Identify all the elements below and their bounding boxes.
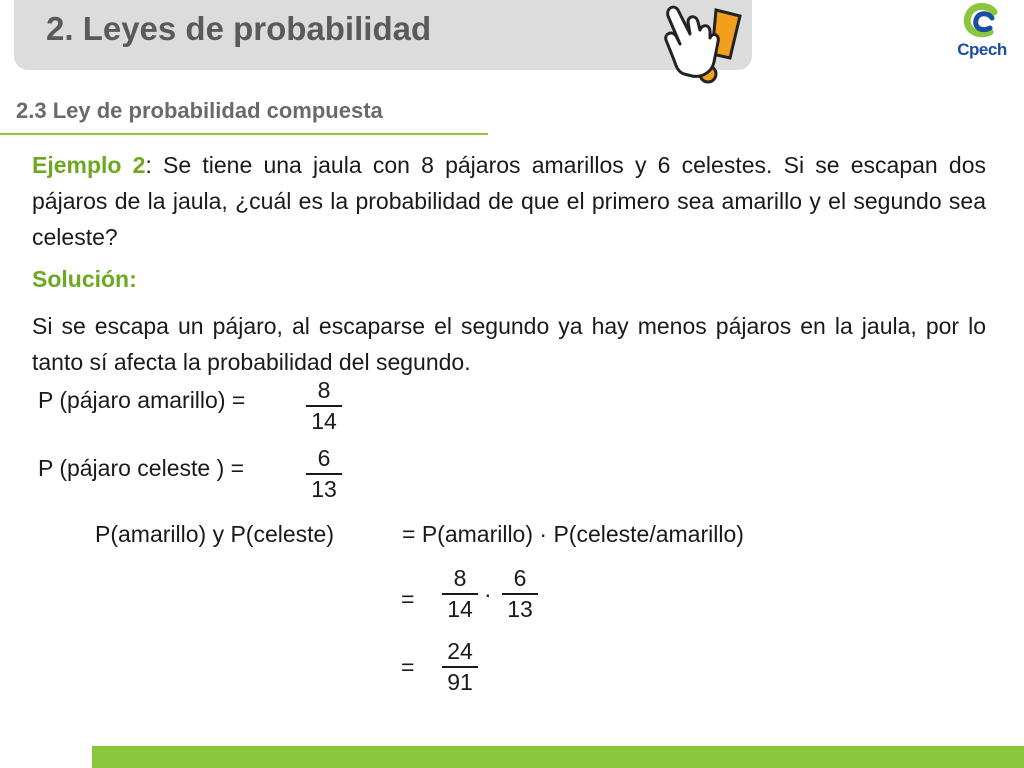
fraction-denominator: 13 (507, 596, 533, 622)
fraction-denominator: 14 (447, 596, 473, 622)
example-label: Ejemplo 2 (32, 152, 146, 178)
p-yellow-fraction (304, 377, 344, 435)
fraction-numerator: 8 (453, 565, 467, 591)
subtitle-underline (0, 133, 488, 135)
cpech-logo-mark (950, 2, 1014, 42)
result-fraction (440, 638, 480, 696)
p-yellow-label: P (pájaro amarillo) = (38, 387, 246, 413)
p-blue-label: P (pájaro celeste ) = (38, 455, 245, 481)
fraction-denominator: 91 (447, 669, 473, 695)
equals-sign: = (401, 654, 415, 680)
multiplication-dot: · (484, 581, 492, 607)
footer-accent-bar (92, 746, 1024, 768)
example-paragraph (32, 147, 986, 255)
fraction-denominator: 13 (311, 476, 337, 502)
p-blue-fraction (304, 445, 344, 503)
page-title: 2. Leyes de probabilidad (46, 10, 432, 47)
logo-text: Cpech (957, 40, 1007, 59)
fraction-numerator: 8 (317, 377, 331, 403)
fraction-bar (442, 593, 478, 595)
pointing-hand-exclamation-icon (662, 0, 744, 86)
fraction-bar (442, 666, 478, 668)
fraction-denominator: 14 (311, 408, 337, 434)
compound-rhs: = P(amarillo) · P(celeste/amarillo) (402, 521, 744, 547)
fraction-bar (306, 405, 342, 407)
fraction-numerator: 6 (513, 565, 527, 591)
fraction-numerator: 6 (317, 445, 331, 471)
solution-heading: Solución: (32, 266, 137, 292)
equals-sign: = (401, 586, 415, 612)
step1-fraction-2 (500, 565, 540, 623)
example-text: : Se tiene una jaula con 8 pájaros amarillos y 6 celestes. Si se escapan dos pájaros de la jaula, ¿cuál es la probabilidad de que el primero sea amarillo y el segundo sea celeste? (32, 152, 986, 250)
fraction-bar (306, 473, 342, 475)
solution-paragraph: Si se escapa un pájaro, al escaparse el segundo ya hay menos pájaros en la jaula, por lo tanto sí afecta la probabilidad del segundo. (32, 313, 986, 375)
section-subtitle: 2.3 Ley de probabilidad compuesta (16, 98, 383, 123)
fraction-bar (502, 593, 538, 595)
fraction-numerator: 24 (447, 638, 473, 664)
cpech-logo (950, 2, 1014, 64)
step1-fraction-1 (440, 565, 480, 623)
compound-lhs: P(amarillo) y P(celeste) (95, 521, 334, 547)
